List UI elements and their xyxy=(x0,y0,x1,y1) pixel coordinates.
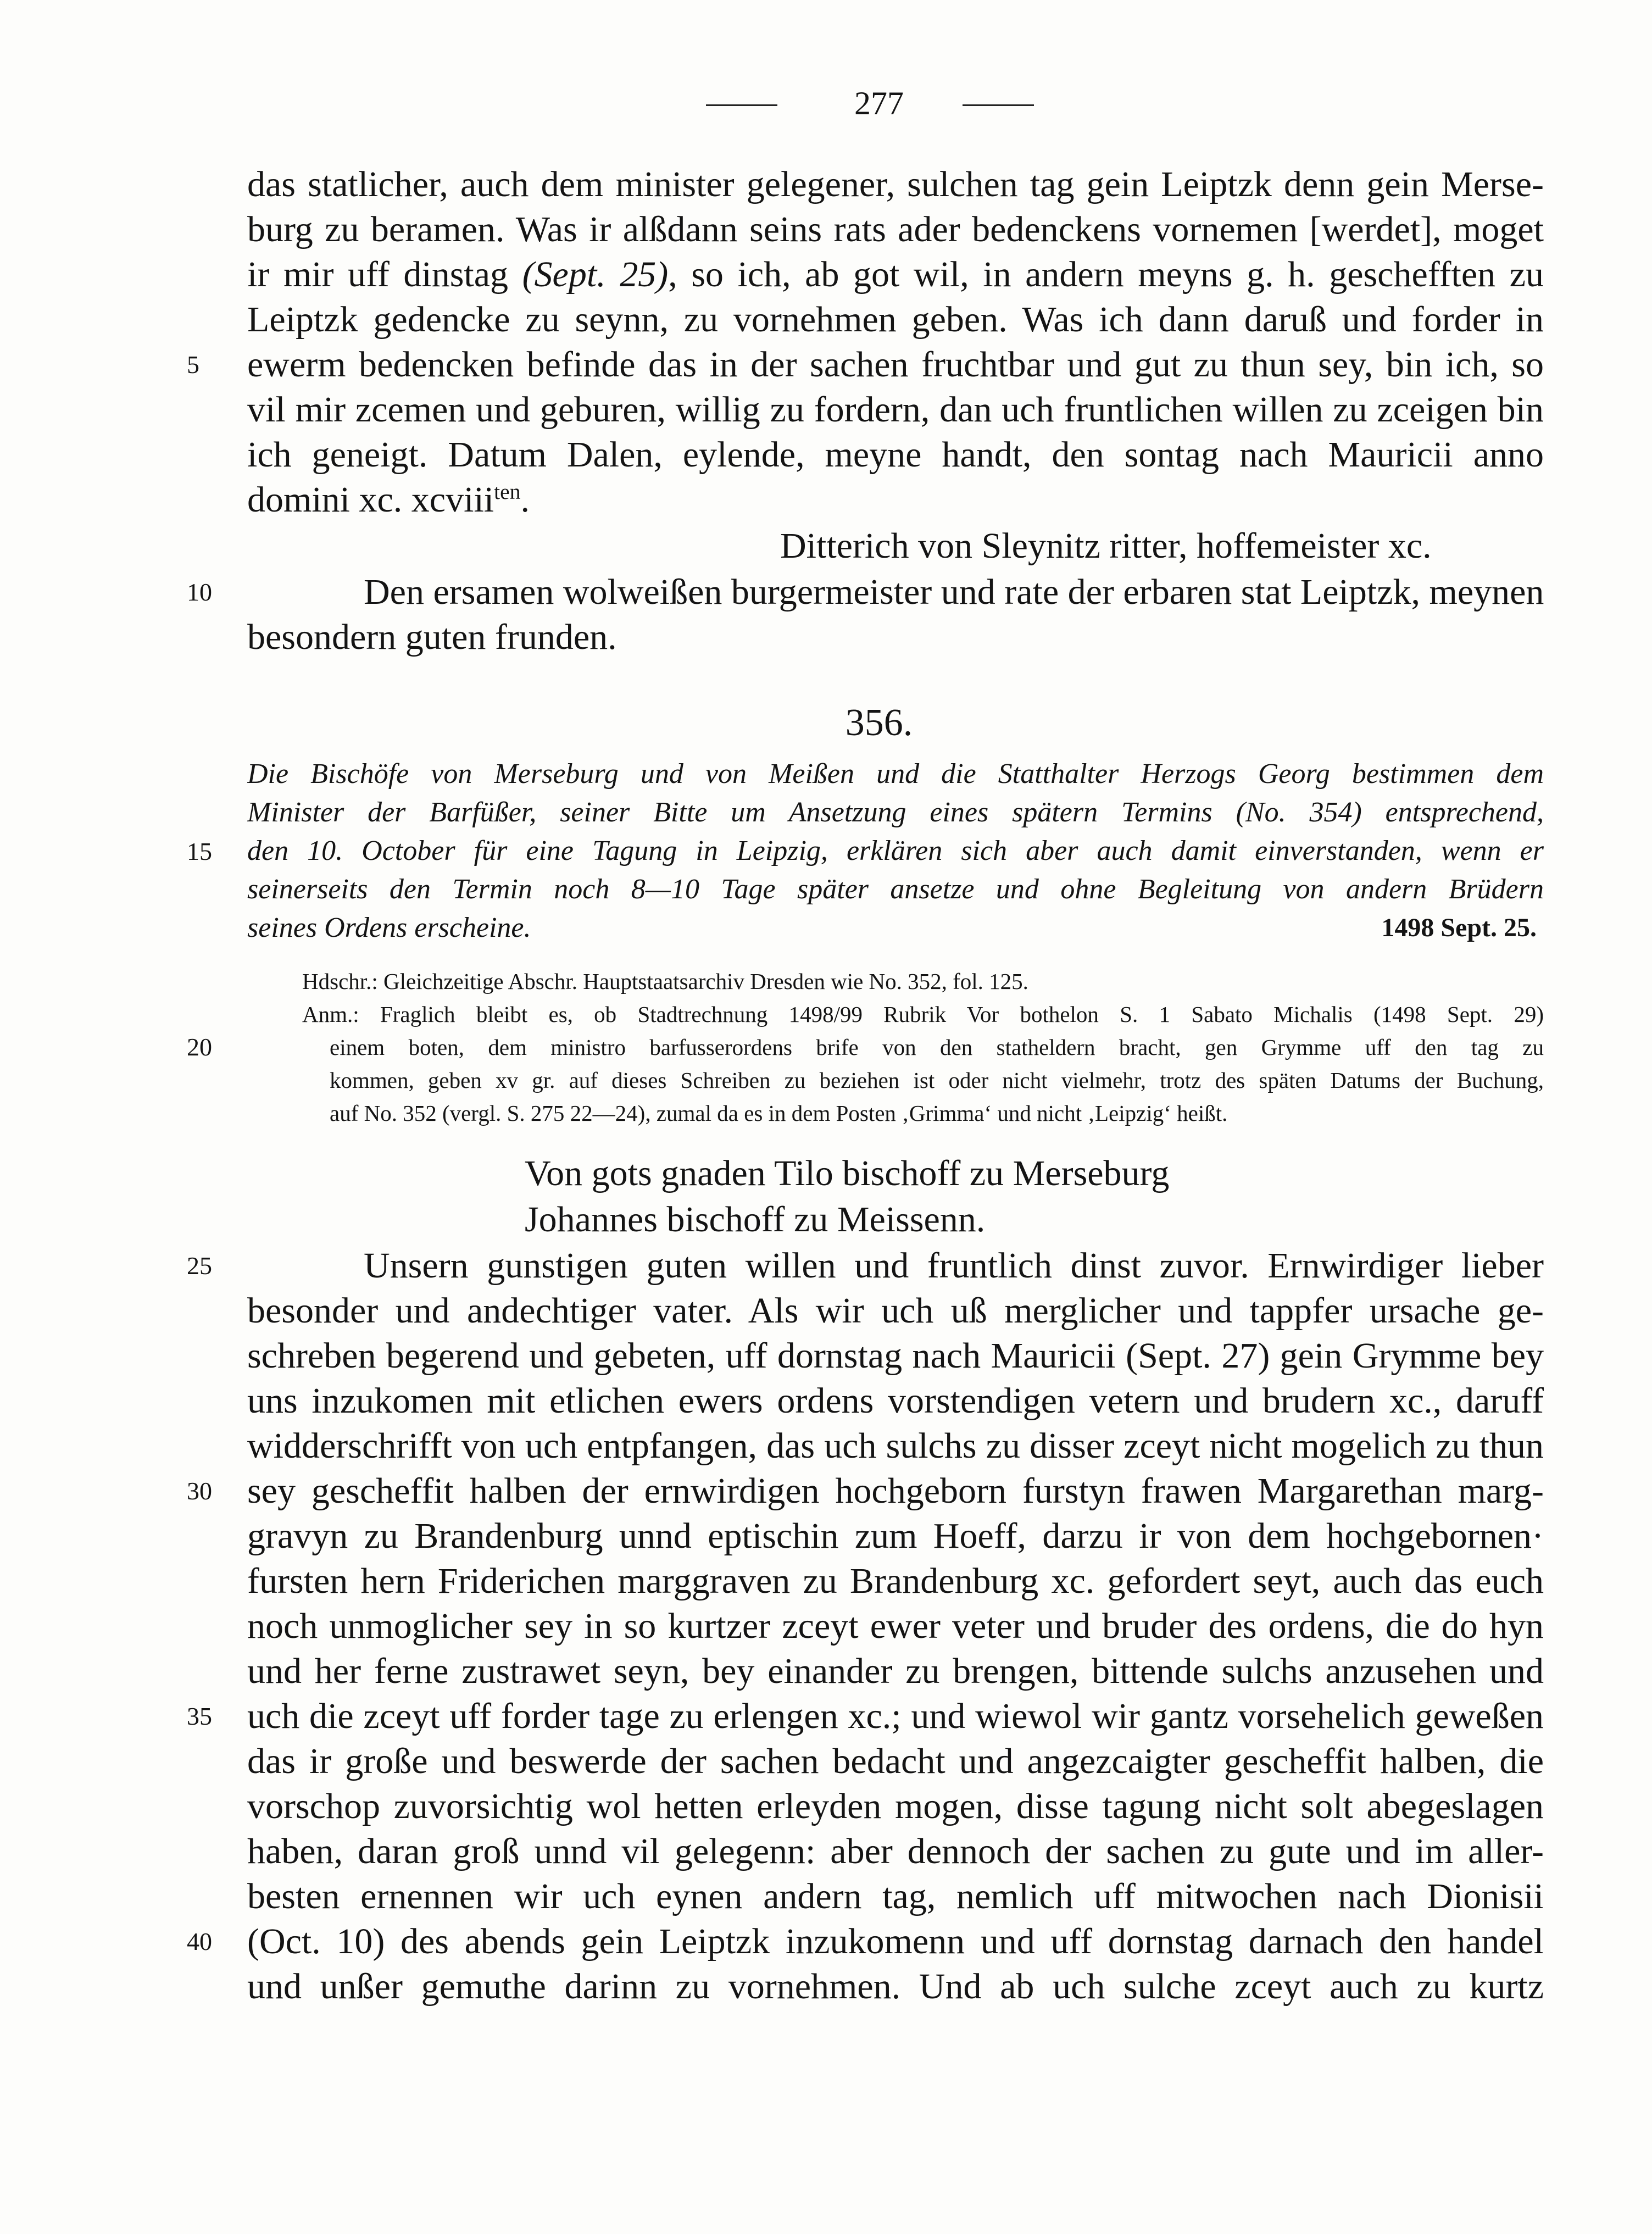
body-line: fursten hern Friderichen marggraven zu Brandenburg xc. gefordert seyt, auch das euch xyxy=(247,1561,1544,1601)
address-line: Den ersamen wolweißen burgermeister und rate der erbaren stat Leiptzk, meynen xyxy=(364,572,1544,612)
sender-line: Johannes bischoff zu Meissenn. xyxy=(525,1199,986,1240)
line-number: 35 xyxy=(187,1702,212,1730)
document-number: 356. xyxy=(845,702,913,744)
line-number: 25 xyxy=(187,1252,212,1280)
line-number: 5 xyxy=(187,351,199,379)
annotation-note: auf No. 352 (vergl. S. 275 22—24), zumal da es in dem Posten ‚Grimma‘ und nicht ‚Leipzig‘ heißt. xyxy=(330,1101,1228,1126)
signature-line: Ditterich von Sleynitz ritter, hoffemeister xc. xyxy=(780,526,1432,566)
superscript: ten xyxy=(494,480,521,504)
summary-line: Die Bischöfe von Merseburg und von Meißen und die Statthalter Herzogs Georg bestimmen dem xyxy=(247,758,1544,790)
line-number: 30 xyxy=(187,1477,212,1505)
body-line: und unßer gemuthe darinn zu vornehmen. Und ab uch sulche zceyt auch zu kurtz xyxy=(247,1966,1544,2007)
body-line: sey gescheffit halben der ernwirdigen hochgeborn furstyn frawen Margarethan marg- xyxy=(247,1471,1544,1511)
text-line: burg zu beramen. Was ir alßdann seins rats ader bedenckens vornemen [werdet], moget xyxy=(247,209,1544,249)
body-line: besonder und andechtiger vater. Als wir uch uß merglicher und tappfer ursache ge- xyxy=(247,1291,1544,1331)
text-fragment: xc. xcviii xyxy=(359,480,494,520)
line-number: 20 xyxy=(187,1033,212,1061)
summary-date: 1498 Sept. 25. xyxy=(1381,913,1537,942)
text-fragment: ir mir uff dinstag xyxy=(247,254,522,294)
line-number: 15 xyxy=(187,837,212,865)
body-line: vorschop zuvorsichtig wol hetten erleyden mogen, disse tagung nicht solt abegeslagen xyxy=(247,1786,1544,1826)
annotation-note: einem boten, dem ministro barfusserordens brife von den statheldern bracht, gen Grymme uff den tag zu xyxy=(330,1035,1544,1060)
body-line: (Oct. 10) des abends gein Leiptzk inzukomenn und uff dornstag darnach den handel xyxy=(247,1921,1544,1961)
text-fragment: domini xyxy=(247,480,359,520)
text-fragment: , so ich, ab got wil, in andern meyns g. h. geschefften zu xyxy=(668,254,1544,294)
summary-line: seines Ordens erscheine. xyxy=(247,912,531,943)
body-line: uch die zceyt uff forder tage zu erlengen xc.; und wiewol wir gantz vorsehelich geweßen xyxy=(247,1696,1544,1736)
summary-line: den 10. October für eine Tagung in Leipzig, erklären sich aber auch damit einverstanden, wenn er xyxy=(247,835,1544,866)
body-line: widderschrifft von uch entpfangen, das uch sulchs zu disser zceyt nicht mogelich zu thun xyxy=(247,1426,1544,1466)
header-rule-right xyxy=(963,104,1034,106)
text-line: das statlicher, auch dem minister gelegener, sulchen tag gein Leiptzk denn gein Merse- xyxy=(247,164,1544,204)
text-line: ewerm bedencken befinde das in der sachen fruchtbar und gut zu thun sey, bin ich, so xyxy=(247,344,1544,385)
text-line xyxy=(247,252,1544,298)
sender-line: Von gots gnaden Tilo bischoff zu Merseburg xyxy=(525,1153,1170,1193)
body-line: gravyn zu Brandenburg unnd eptischin zum Hoeff, darzu ir von dem hochgebornen· xyxy=(247,1516,1544,1556)
body-line: das ir große und beswerde der sachen bedacht und angezcaigter gescheffit halben, die xyxy=(247,1741,1544,1781)
text-line: vil mir zcemen und geburen, willig zu fordern, dan uch fruntlichen willen zu zceigen bin xyxy=(247,390,1544,430)
text-line: ich geneigt. Datum Dalen, eylende, meyne handt, den sontag nach Mauricii anno xyxy=(247,435,1544,475)
page-number: 277 xyxy=(854,85,904,121)
text-fragment: . xyxy=(520,480,530,520)
line-number: 10 xyxy=(187,578,212,606)
annotation-note: kommen, geben xv gr. auf dieses Schreiben zu beziehen ist oder nicht vielmehr, trotz des späten Datums der Buchung, xyxy=(330,1068,1544,1093)
body-line: noch unmoglicher sey in so kurtzer zceyt ewer veter und bruder des ordens, die do hyn xyxy=(247,1606,1544,1646)
body-line: uns inzukomen mit etlichen ewers ordens vorstendigen vetern und brudern xc., daruff xyxy=(247,1381,1544,1421)
body-line: und her ferne zustrawet seyn, bey einander zu brengen, bittende sulchs anzusehen und xyxy=(247,1651,1544,1691)
text-line: Leiptzk gedencke zu seynn, zu vornehmen geben. Was ich dann daruß und forder in xyxy=(247,299,1544,340)
line-number: 40 xyxy=(187,1927,212,1955)
body-line: besten ernennen wir uch eynen andern tag, nemlich uff mitwochen nach Dionisii xyxy=(247,1876,1544,1916)
summary-line: Minister der Barfüßer, seiner Bitte um Ansetzung eines spätern Termins (No. 354) entsprechend, xyxy=(247,797,1544,828)
summary-line: seinerseits den Termin noch 8—10 Tage später ansetze und ohne Begleitung von andern Brüdern xyxy=(247,874,1544,905)
date-gloss: (Sept. 25) xyxy=(522,254,669,294)
body-line: haben, daran groß unnd vil gelegenn: aber dennoch der sachen zu gute und im aller- xyxy=(247,1831,1544,1871)
body-line: schreben begerend und gebeten, uff dornstag nach Mauricii (Sept. 27) gein Grymme bey xyxy=(247,1336,1544,1376)
source-note: Hdschr.: Gleichzeitige Abschr. Hauptstaatsarchiv Dresden wie No. 352, fol. 125. xyxy=(302,969,1028,994)
address-line: besondern guten frunden. xyxy=(247,617,617,657)
text-line xyxy=(247,477,1544,523)
annotation-note: Anm.: Fraglich bleibt es, ob Stadtrechnung 1498/99 Rubrik Vor bothelon S. 1 Sabato Michalis (1498 Sept. 29) xyxy=(302,1002,1544,1027)
body-line: Unsern gunstigen guten willen und fruntlich dinst zuvor. Ernwirdiger lieber xyxy=(364,1246,1544,1286)
